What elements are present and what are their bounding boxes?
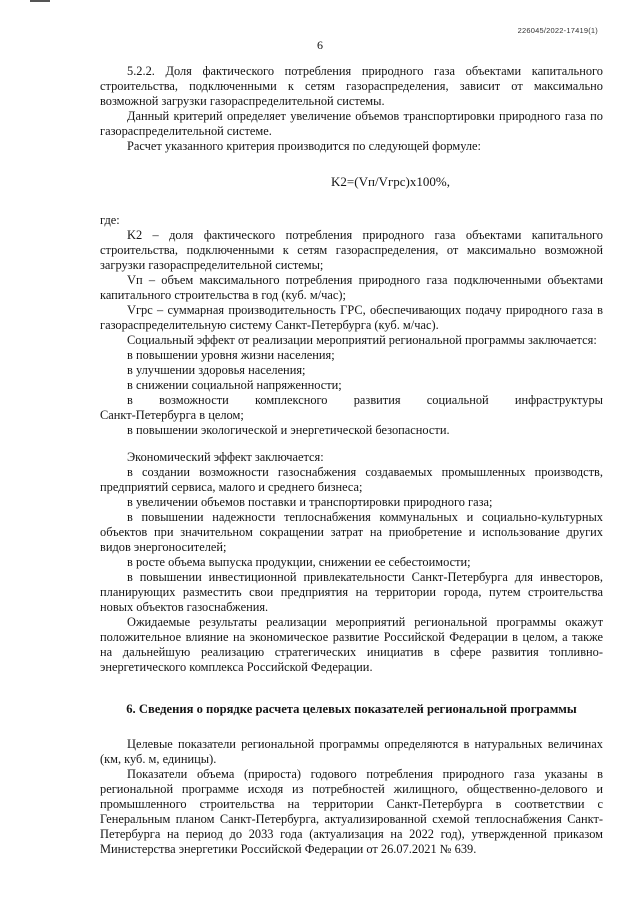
- social-item-infrastructure: [100, 393, 603, 408]
- paragraph-criterion: Данный критерий определяет увеличение объемов транспортировки природного газа по газораспределительной системе.: [100, 109, 603, 138]
- definition-vgrs: Vгрс – суммарная производительность ГРС, обеспечивающих подачу природного газа в газораспределительную систему Санкт-Петербурга (куб. м/час).: [100, 303, 603, 332]
- social-item: в улучшении здоровья населения;: [127, 363, 306, 377]
- social-effect-intro: Социальный эффект от реализации мероприятий региональной программы заключается:: [127, 333, 597, 347]
- definition-vp: Vп – объем максимального потребления природного газа подключенными объектами капитального строительства в год (куб. м/час);: [100, 273, 603, 302]
- section-6-paragraph-2: Показатели объема (прироста) годового потребления природного газа указаны в региональной программе исходя из потребностей жилищного, общественно-делового и промышленного строительства на территории Санкт-Петербурга в соответствии с Генеральным планом Санкт-Петербурга, актуализированной схемой теплоснабжения Санкт-Петербурга на период до 2033 года (актуализация на 2022 год), утвержденной приказом Министерства энергетики Российской Федерации от 26.07.2021 № 639.: [100, 767, 603, 856]
- word: социальной: [426, 393, 489, 407]
- economic-item: в повышении надежности теплоснабжения коммунальных и социально-культурных объектов при значительном сокращении затрат на приобретение и использование других видов энергоносителей;: [100, 510, 603, 554]
- social-item-continuation: Санкт-Петербурга в целом;: [100, 408, 244, 422]
- word: комплексного: [254, 393, 328, 407]
- section-6-heading: 6. Сведения о порядке расчета целевых показателей региональной программы: [126, 702, 577, 716]
- economic-item: в создании возможности газоснабжения создаваемых промышленных производств, предприятий сервиса, малого и среднего бизнеса;: [100, 465, 603, 494]
- paragraph-5-2-2: 5.2.2. Доля фактического потребления природного газа объектами капитального строительства, подключенными к сетям газораспределения, зависит от максимально возможной загрузки газораспределительной системы.: [100, 64, 603, 108]
- word: возможности: [159, 393, 229, 407]
- definition-k2: K2 – доля фактического потребления природного газа объектами капитального строительства, подключенными к сетям газораспределения, от максимально возможной загрузки газораспределительной системы;: [100, 228, 603, 272]
- social-item: в снижении социальной напряженности;: [127, 378, 342, 392]
- social-item: в повышении экологической и энергетической безопасности.: [127, 423, 450, 437]
- word: развития: [353, 393, 401, 407]
- economic-item: в повышении инвестиционной привлекательности Санкт-Петербурга для инвесторов, планирующих разместить свои предприятия на территории города, путем строительства новых объектов газоснабжения.: [100, 570, 603, 614]
- economic-item: в увеличении объемов поставки и транспортировки природного газа;: [127, 495, 493, 509]
- document-number: 226045/2022-17419(1): [517, 26, 598, 35]
- word: в: [127, 393, 133, 407]
- social-effect-list: [100, 348, 603, 393]
- social-item: в повышении уровня жизни населения;: [127, 348, 335, 362]
- economic-item: в росте объема выпуска продукции, снижении ее себестоимости;: [127, 555, 471, 569]
- paragraph-calculation: Расчет указанного критерия производится по следующей формуле:: [127, 139, 481, 153]
- word: инфраструктуры: [514, 393, 603, 407]
- section-6-paragraph-1: Целевые показатели региональной программы определяются в натуральных величинах (км, куб. м, единицы).: [100, 737, 603, 766]
- economic-effect-intro: Экономический эффект заключается:: [127, 450, 324, 464]
- expected-results: Ожидаемые результаты реализации мероприятий региональной программы окажут положительное влияние на экономическое развитие Российской Федерации в целом, а также на дальнейшую реализацию стратегических инициатив в сфере развития топливно-энергетического комплекса Российской Федерации.: [100, 615, 603, 674]
- formula-k2: K2=(Vп/Vгрс)x100%,: [331, 174, 450, 189]
- where-label: где:: [100, 213, 120, 227]
- scan-edge-mark: [30, 0, 50, 2]
- page-number: 6: [317, 38, 323, 52]
- economic-effect-list: [100, 465, 603, 615]
- document-body: [100, 64, 603, 857]
